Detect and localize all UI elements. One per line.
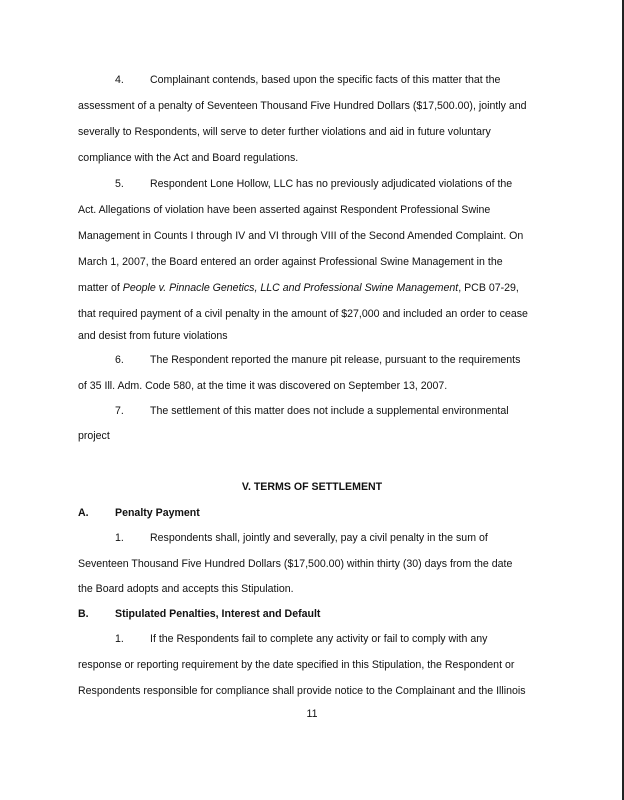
para-5-line: and desist from future violations [78,330,228,342]
section-a-para-number: 1. [115,532,124,544]
para-7-number: 7. [115,405,124,417]
para-5-line5-post: , PCB 07-29, [458,282,519,294]
section-title: V. TERMS OF SETTLEMENT [241,481,383,493]
para-7-line: The settlement of this matter does not include a supplemental environmental [150,405,509,417]
para-7-line: project [78,430,110,442]
para-5-line: that required payment of a civil penalty in the amount of $27,000 and included an order to cease [78,308,528,320]
case-citation: People v. Pinnacle Genetics, LLC and Professional Swine Management [122,282,459,294]
section-b-line: If the Respondents fail to complete any activity or fail to comply with any [150,633,488,645]
section-b-heading: Stipulated Penalties, Interest and Default [115,608,321,620]
para-5-line: Respondent Lone Hollow, LLC has no previously adjudicated violations of the [150,178,513,190]
para-6-line: The Respondent reported the manure pit release, pursuant to the requirements [150,354,521,366]
section-b-letter: B. [78,608,89,620]
para-5-line [78,282,519,295]
para-5-line: March 1, 2007, the Board entered an order against Professional Swine Management in the [78,256,503,268]
para-5-line: Management in Counts I through IV and VI through VIII of the Second Amended Complaint. On [78,230,524,242]
para-5-number: 5. [115,178,124,190]
section-a-line: the Board adopts and accepts this Stipulation. [78,583,294,595]
para-6-line: of 35 Ill. Adm. Code 580, at the time it was discovered on September 13, 2007. [78,380,448,392]
para-4-line: Complainant contends, based upon the specific facts of this matter that the [150,74,501,86]
section-a-letter: A. [78,507,89,519]
para-4-number: 4. [115,74,124,86]
section-b-line: response or reporting requirement by the date specified in this Stipulation, the Respondent or [78,659,515,671]
section-a-heading: Penalty Payment [115,507,200,519]
para-4-line: assessment of a penalty of Seventeen Thousand Five Hundred Dollars ($17,500.00), jointly and [78,100,527,112]
para-4-line: severally to Respondents, will serve to deter further violations and aid in future voluntary [78,126,491,138]
section-a-line: Seventeen Thousand Five Hundred Dollars ($17,500.00) within thirty (30) days from the date [78,558,513,570]
para-6-number: 6. [115,354,124,366]
page-number: 11 [306,708,318,720]
para-5-line: Act. Allegations of violation have been asserted against Respondent Professional Swine [78,204,491,216]
section-a-line: Respondents shall, jointly and severally, pay a civil penalty in the sum of [150,532,488,544]
section-b-para-number: 1. [115,633,124,645]
para-5-line5-pre: matter of [78,282,123,294]
para-4-line: compliance with the Act and Board regulations. [78,152,299,164]
section-b-line: Respondents responsible for compliance shall provide notice to the Complainant and the Illinois [78,685,526,697]
